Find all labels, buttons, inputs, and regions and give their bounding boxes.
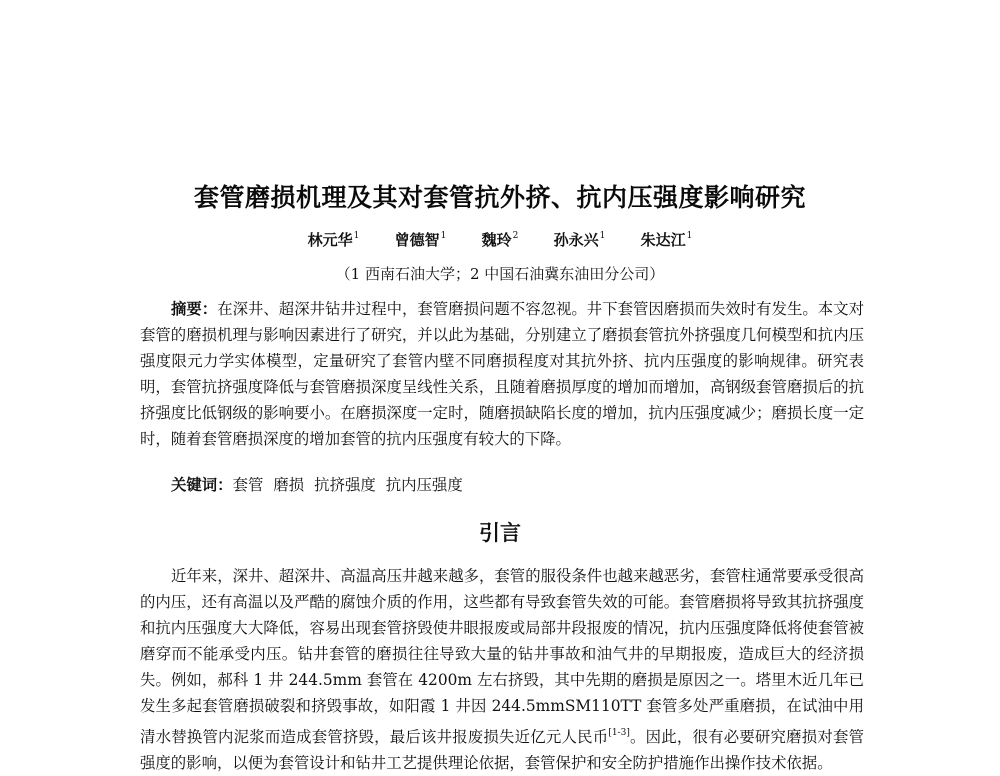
keyword: 套管 — [232, 476, 264, 494]
abstract-label: 摘要： — [171, 300, 218, 318]
author — [308, 229, 360, 250]
author-name: 林元华 — [307, 231, 353, 249]
abstract-paragraph — [140, 296, 864, 453]
introduction-paragraph — [140, 563, 864, 776]
keyword: 抗内压强度 — [385, 476, 463, 494]
intro-text: 近年来，深井、超深井、高温高压井越来越多，套管的服役条件也越来越恶劣，套管柱通常要承受很高的内压，还有高温以及严酷的腐蚀介质的作用，这些都有导致套管失效的可能。套管磨损将导致其抗挤强度和抗内压强度大大降低，容易出现套管挤毁使井眼报废或局部井段报废的情况，抗内压强度降低将使套管被磨穿而不能承受内压。钻井套管的磨损往往导致大量的钻井事故和油气井的早期报废，造成巨大的经济损失。例如，郝科 1 井 244.5mm 套管在 4200m 左右挤毁，其中先期的磨损是原因之一。塔里木近几年已发生多起套管磨损破裂和挤毁事故，如阳霞 1 井因 244.5mmSM110TT 套管多处严重磨损，在试油中用清水替换管内泥浆而造成套管挤毁，最后该井报废损失近亿元人民币 — [140, 567, 864, 746]
author — [641, 229, 693, 250]
author-list — [0, 229, 1000, 250]
author — [482, 229, 519, 250]
author-affiliation-mark: 1 — [353, 231, 360, 241]
author-name: 曾德智 — [394, 231, 440, 249]
author-affiliation-mark: 1 — [686, 231, 693, 241]
affiliation-line: （1 西南石油大学；2 中国石油冀东油田分公司） — [335, 265, 665, 283]
author-affiliation-mark: 1 — [440, 231, 447, 241]
intro-text-continued: 。因此，很有必要研究磨损对套管强度的影响，以便为套管设计和钻井工艺提供理论依据，套管保护和安全防护措施作出操作技术依据。 — [140, 727, 864, 772]
abstract-text: 在深井、超深井钻井过程中，套管磨损问题不容忽视。井下套管因磨损而失效时有发生。本文对套管的磨损机理与影响因素进行了研究，并以此为基础，分别建立了磨损套管抗外挤强度几何模型和抗内压强度限元力学实体模型，定量研究了套管内壁不同磨损程度对其抗外挤、抗内压强度的影响规律。研究表明，套管抗挤强度降低与套管磨损深度呈线性关系，且随着磨损厚度的增加而增加，高钢级套管磨损后的抗挤强度比低钢级的影响要小。在磨损深度一定时，随磨损缺陷长度的增加，抗内压强度减少；磨损长度一定时，随着套管磨损深度的增加套管的抗内压强度有较大的下降。 — [140, 300, 864, 449]
keyword: 抗挤强度 — [314, 476, 376, 494]
citation-reference: [1-3] — [608, 727, 630, 738]
author-name: 孙永兴 — [553, 231, 599, 249]
author-name: 朱达江 — [640, 231, 686, 249]
section-heading-introduction: 引言 — [479, 521, 521, 545]
author-name: 魏玲 — [481, 231, 512, 249]
keywords-label: 关键词： — [171, 476, 233, 494]
paper-title: 套管磨损机理及其对套管抗外挤、抗内压强度影响研究 — [193, 183, 806, 212]
keyword: 磨损 — [273, 476, 305, 494]
keywords-line — [171, 473, 473, 495]
author — [395, 229, 447, 250]
author-affiliation-mark: 2 — [512, 231, 519, 241]
author-affiliation-mark: 1 — [599, 231, 606, 241]
author — [554, 229, 606, 250]
